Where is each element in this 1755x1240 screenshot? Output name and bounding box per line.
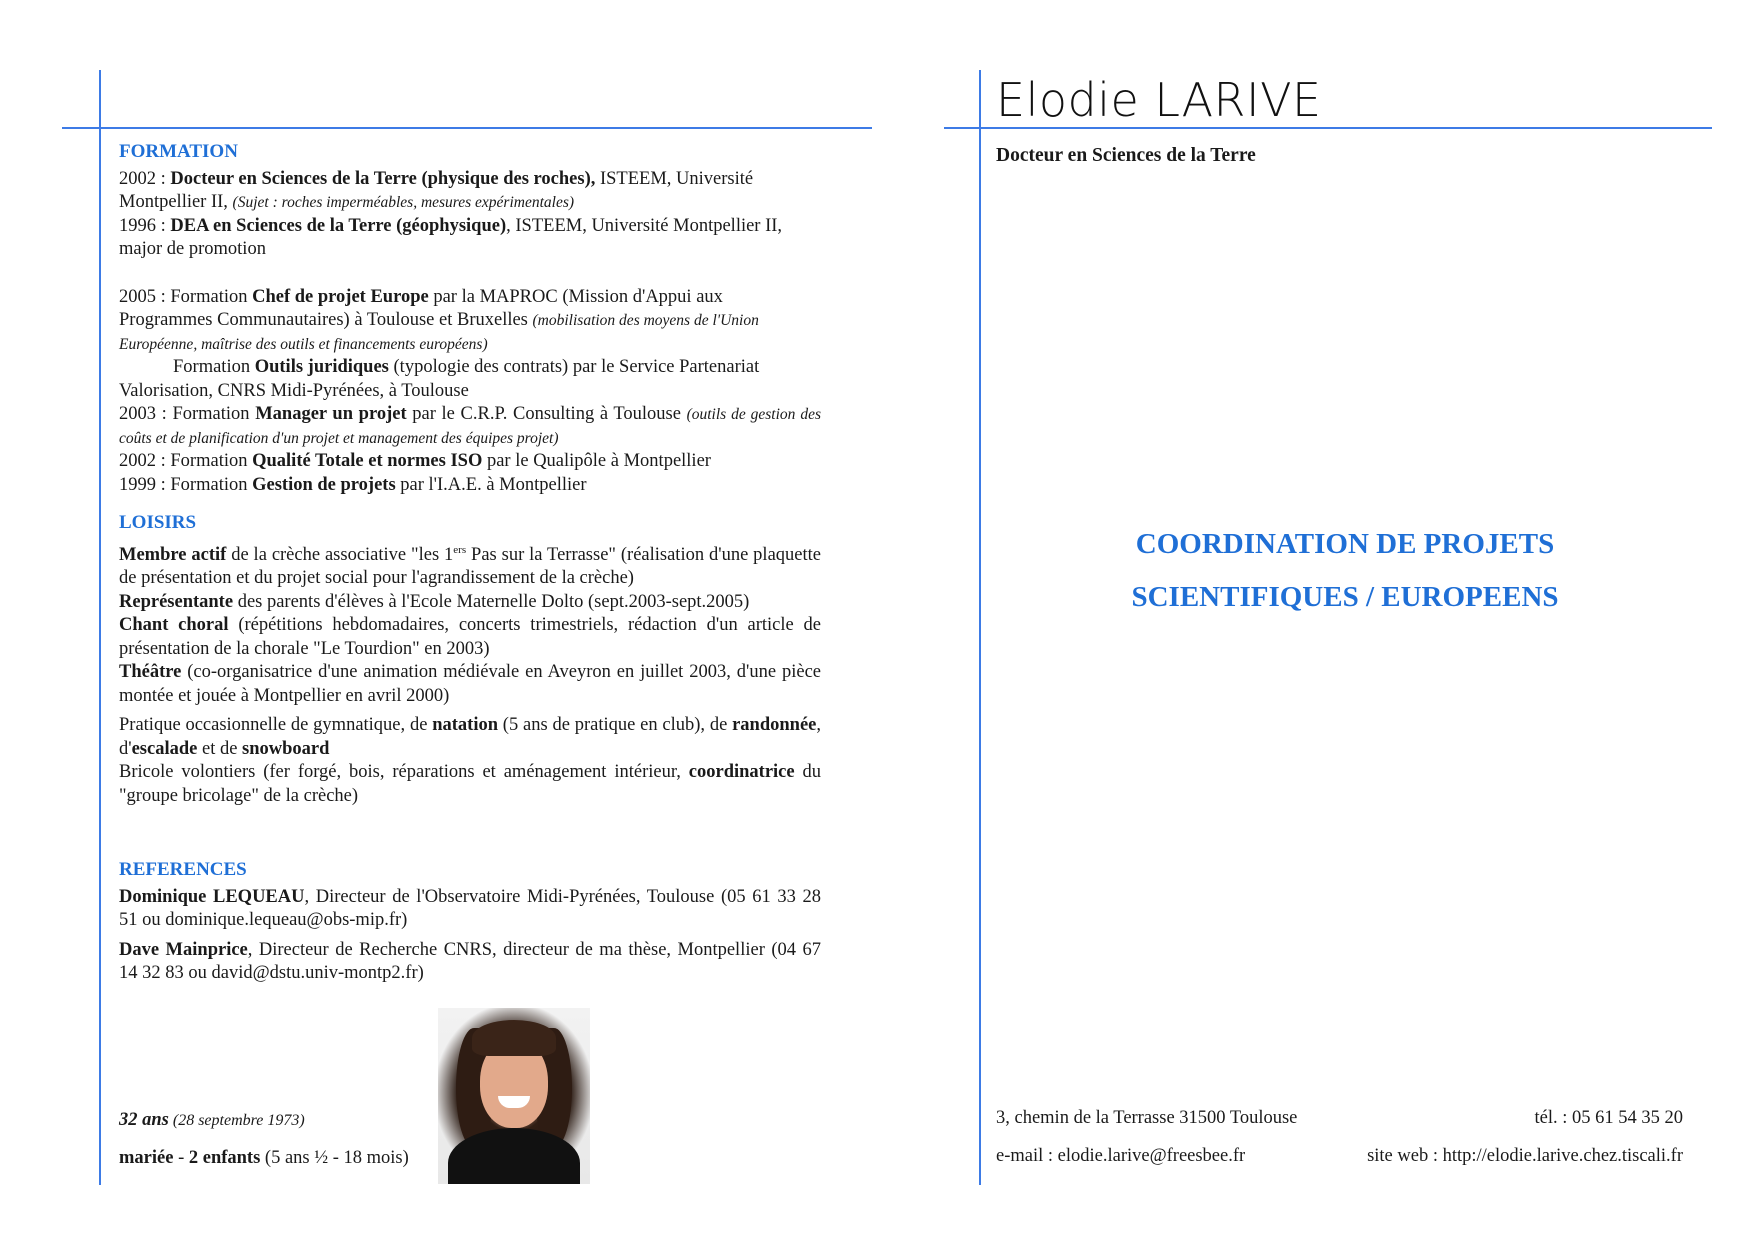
portrait-photo: [438, 1008, 590, 1184]
telephone: tél. : 05 61 54 35 20: [1534, 1108, 1683, 1128]
training-1999: 1999 : Formation Gestion de projets par l'I.A.E. à Montpellier: [119, 474, 587, 495]
loisir-sport: Pratique occasionnelle de gymnatique, de natation (5 ans de pratique en club), de randonnée, d'escalade et de snowboard: [119, 715, 821, 759]
person-title: Docteur en Sciences de la Terre: [996, 145, 1256, 166]
degree-1996: 1996 : DEA en Sciences de la Terre (géophysique), ISTEEM, Université Montpellier II, major de promotion: [119, 215, 783, 259]
left-vertical-rule: [99, 70, 101, 1185]
reference-mainprice: Dave Mainprice, Directeur de Recherche CNRS, directeur de ma thèse, Montpellier (04 67 14 32 83 ou david@dstu.univ-montp2.fr): [119, 939, 821, 984]
loisir-theatre: Théâtre (co-organisatrice d'une animation médiévale en Aveyron en juillet 2003, d'une pièce montée et jouée à Montpellier en avril 2000): [119, 662, 821, 706]
age: 32 ans (28 septembre 1973): [119, 1110, 305, 1130]
objective-line-2: SCIENTIFIQUES / EUROPEENS: [1131, 581, 1559, 613]
loisirs-heading: LOISIRS: [119, 512, 197, 533]
person-name: Elodie LARIVE: [996, 73, 1322, 127]
loisir-bricolage: Bricole volontiers (fer forgé, bois, réparations et aménagement intérieur, coordinatrice du "groupe bricolage" de la crèche): [119, 762, 822, 806]
references-heading: REFERENCES: [119, 859, 247, 881]
training-2005-europe: 2005 : Formation Chef de projet Europe par la MAPROC (Mission d'Appui aux Programmes Communautaires) à Toulouse et Bruxelles (mobilisation des moyens de l'Union Européenne, maîtrise des outils et financements européens): [119, 286, 759, 353]
right-vertical-rule: [979, 70, 981, 1185]
objective-line-1: COORDINATION DE PROJETS: [1135, 528, 1555, 560]
address: 3, chemin de la Terrasse 31500 Toulouse: [996, 1108, 1298, 1128]
email-link[interactable]: e-mail : elodie.larive@freesbee.fr: [996, 1146, 1246, 1166]
reference-lequeau: Dominique LEQUEAU, Directeur de l'Observatoire Midi-Pyrénées, Toulouse (05 61 33 28 51 ou dominique.lequeau@obs-mip.fr): [119, 886, 821, 931]
formation-heading: FORMATION: [119, 141, 238, 162]
family-status: mariée - 2 enfants (5 ans ½ - 18 mois): [119, 1148, 409, 1168]
training-2005-juridique: Formation Outils juridiques (typologie des contrats) par le Service Partenariat Valorisation, CNRS Midi-Pyrénées, à Toulouse: [119, 357, 760, 401]
loisir-parents: Représentante des parents d'élèves à l'Ecole Maternelle Dolto (sept.2003-sept.2005): [119, 591, 750, 612]
left-horizontal-rule: [62, 127, 872, 129]
training-2002: 2002 : Formation Qualité Totale et normes ISO par le Qualipôle à Montpellier: [119, 451, 711, 471]
left-column: [119, 140, 821, 986]
loisir-creche: Membre actif de la crèche associative "les 1ers Pas sur la Terrasse" (réalisation d'une plaquette de présentation et du projet social pour l'agrandissement de la crèche): [119, 543, 821, 589]
degree-2002: 2002 : Docteur en Sciences de la Terre (physique des roches), ISTEEM, Université Montpellier II, (Sujet : roches imperméables, mesures expérimentales): [119, 168, 754, 212]
website-link[interactable]: site web : http://elodie.larive.chez.tiscali.fr: [1367, 1146, 1683, 1166]
loisir-chant: Chant choral (répétitions hebdomadaires, concerts trimestriels, rédaction d'un article de présentation de la chorale "Le Tourdion" en 2003): [119, 615, 822, 659]
training-2003: 2003 : Formation Manager un projet par le C.R.P. Consulting à Toulouse (outils de gestion des coûts et de planification d'un projet et management des équipes projet): [119, 404, 821, 447]
objective-heading: [1000, 518, 1690, 624]
